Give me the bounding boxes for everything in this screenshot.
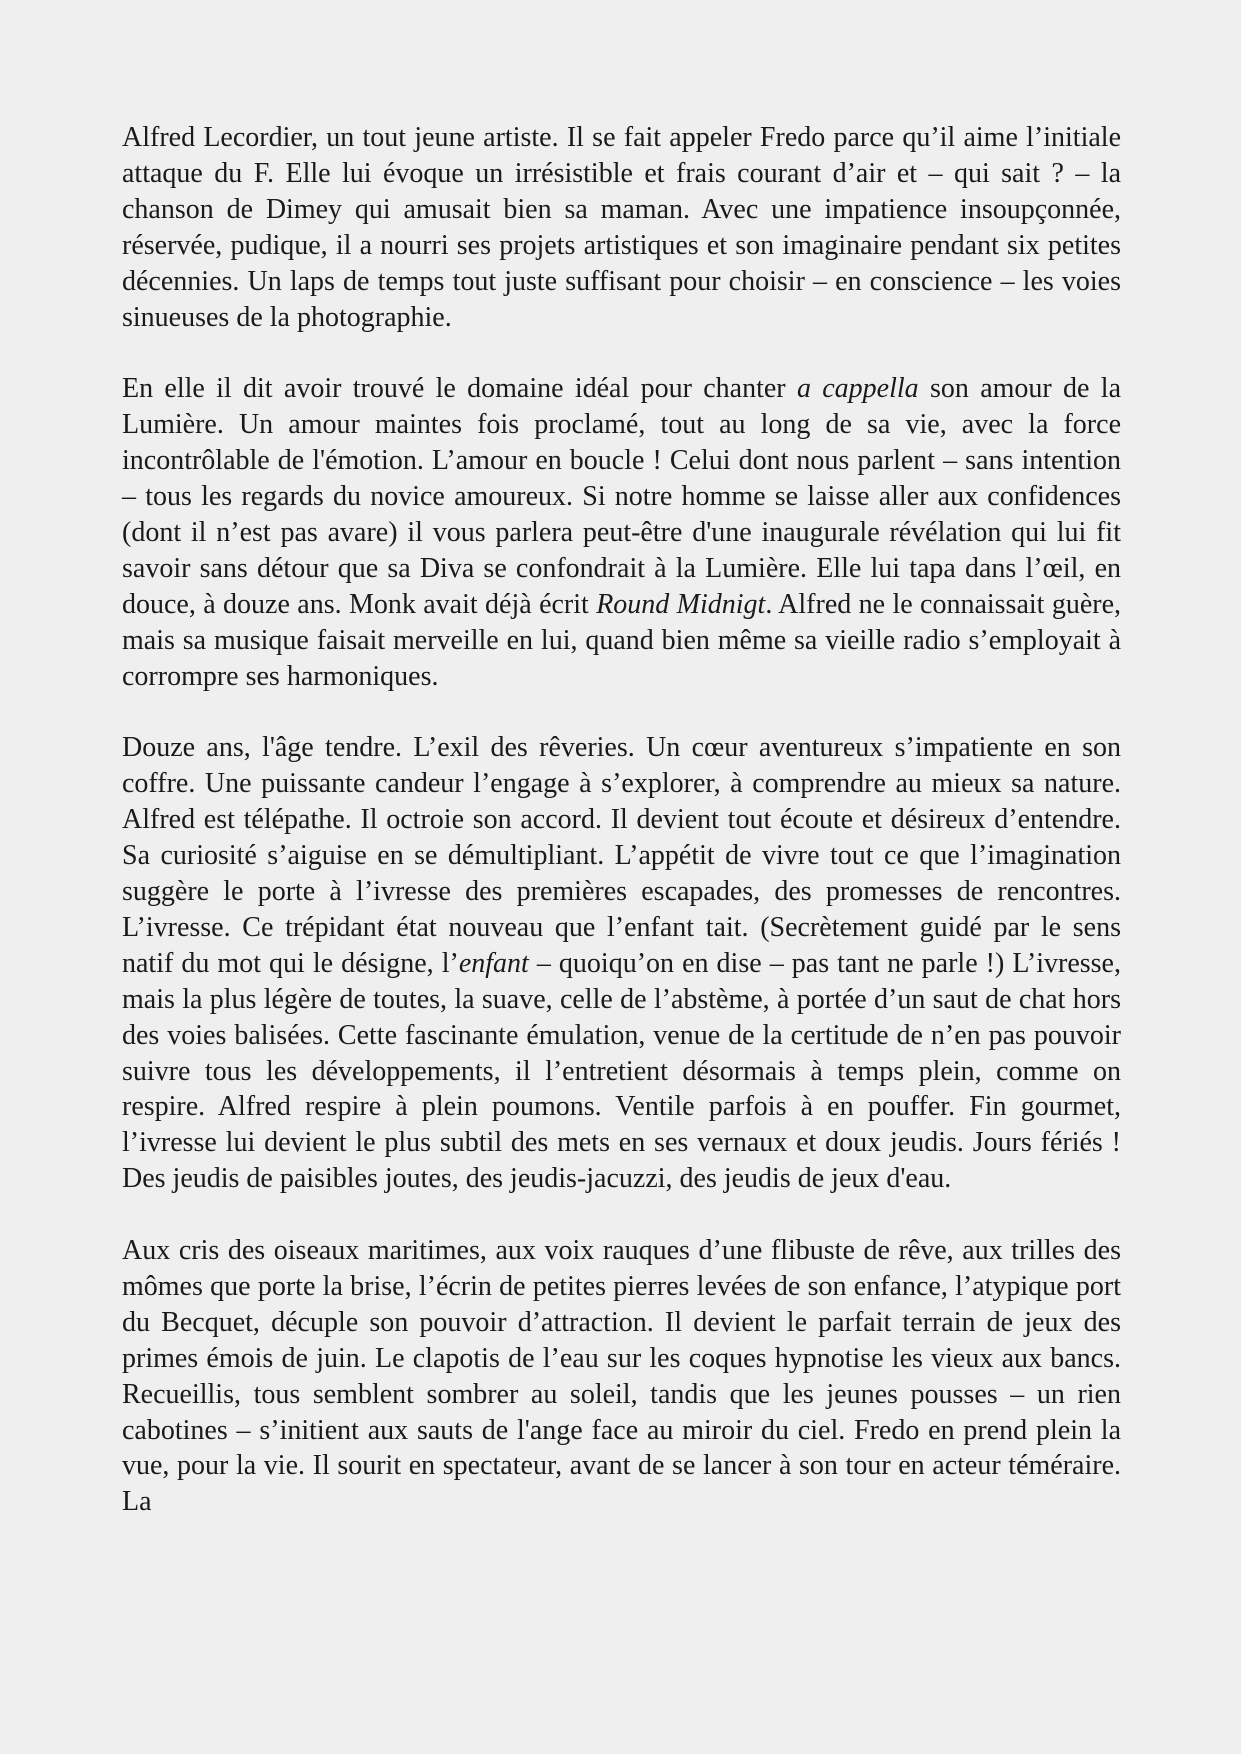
paragraph-2-italic-round-midnight: Round Midnigt (596, 588, 766, 620)
paragraph-2 (122, 371, 1121, 694)
paragraph-2-italic-a-cappella: a cappella (796, 373, 919, 405)
paragraph-2-text-c: . Alfred ne le connaissait guère, mais sa musique faisait merveille en lui, quand bien même sa vieille radio s’employait à corrompre ses harmoniques. (122, 588, 1122, 692)
paragraph-3-text-a: Douze ans, l'âge tendre. L’exil des rêveries. Un cœur aventureux s’impatiente en son coffre. Une puissante candeur l’engage à s’explorer, à comprendre au mieux sa nature. Alfred est télépathe. Il octroie son accord. Il devient tout écoute et désireux d’entendre. Sa curiosité s’aiguise en se démultipliant. L’appétit de vivre tout ce que l’imagination suggère le porte à l’ivresse des premières escapades, des promesses de rencontres. L’ivresse. Ce trépidant état nouveau que l’enfant tait. (Secrètement guidé par le sens natif du mot qui le désigne, l’ (122, 732, 1121, 979)
paragraph-3-text-b: – quoiqu’on en dise – pas tant ne parle !) L’ivresse, mais la plus légère de toutes, la suave, celle de l’abstème, à portée d’un saut de chat hors des voies balisées. Cette fascinante émulation, venue de la certitude de n’en pas pouvoir suivre tous les développements, il l’entretient désormais à temps plein, comme on respire. Alfred respire à plein poumons. Ventile parfois à en pouffer. Fin gourmet, l’ivresse lui devient le plus subtil des mets en ses vernaux et doux jeudis. Jours fériés ! Des jeudis de paisibles joutes, des jeudis-jacuzzi, des jeudis de jeux d'eau. (122, 947, 1121, 1195)
paragraph-4 (122, 1233, 1121, 1520)
paragraph-2-text-a: En elle il dit avoir trouvé le domaine idéal pour chanter (122, 373, 797, 405)
body-text (122, 120, 1121, 1520)
paragraph-4-text: Aux cris des oiseaux maritimes, aux voix rauques d’une flibuste de rêve, aux trilles des mômes que porte la brise, l’écrin de petites pierres levées de son enfance, l’atypique port du Becquet, décuple son pouvoir d’attraction. Il devient le parfait terrain de jeux des primes émois de juin. Le clapotis de l’eau sur les coques hypnotise les vieux aux bancs. Recueillis, tous semblent sombrer au soleil, tandis que les jeunes pousses – un rien cabotines – s’initient aux sauts de l'ange face au miroir du ciel. Fredo en prend plein la vue, pour la vie. Il sourit en spectateur, avant de se lancer à son tour en acteur téméraire. La (122, 1235, 1121, 1518)
paragraph-3-italic-enfant: enfant (458, 947, 529, 979)
paragraph-2-text-b: son amour de la Lumière. Un amour maintes fois proclamé, tout au long de sa vie, avec la force incontrôlable de l'émotion. L’amour en boucle ! Celui dont nous parlent – sans intention – tous les regards du novice amoureux. Si notre homme se laisse aller aux confidences (dont il n’est pas avare) il vous parlera peut-être d'une inaugurale révélation qui lui fit savoir sans détour que sa Diva se confondrait à la Lumière. Elle lui tapa dans l’œil, en douce, à douze ans. Monk avait déjà écrit (122, 373, 1121, 620)
paragraph-1 (122, 120, 1121, 335)
paragraph-3 (122, 730, 1121, 1197)
paragraph-1-text: Alfred Lecordier, un tout jeune artiste. Il se fait appeler Fredo parce qu’il aime l’initiale attaque du F. Elle lui évoque un irrésistible et frais courant d’air et – qui sait ? – la chanson de Dimey qui amusait bien sa maman. Avec une impatience insoupçonnée, réservée, pudique, il a nourri ses projets artistiques et son imaginaire pendant six petites décennies. Un laps de temps tout juste suffisant pour choisir – en conscience – les voies sinueuses de la photographie. (122, 122, 1121, 333)
